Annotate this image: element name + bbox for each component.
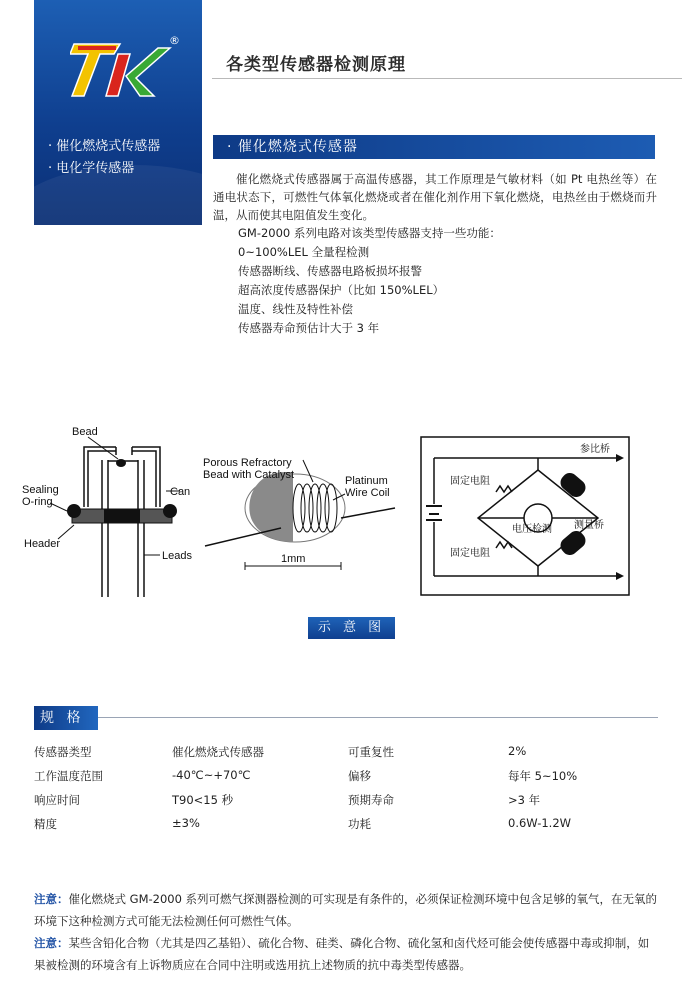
label-voltage-detect: 电压检测 (512, 524, 552, 535)
label-leads: Leads (162, 550, 192, 562)
sidebar-item-catalytic[interactable]: · 催化燃烧式传感器 (48, 139, 161, 154)
note-oxygen (34, 888, 659, 932)
note-text: 某些含铅化合物（尤其是四乙基铅）、硫化合物、硅类、磷化合物、硫化氢和卤代烃可能会使传感器中毒或抑制，如果被检测的环境含有上诉物质应在合同中注明或选用抗上述物质的抗中毒类型传感器。 (34, 936, 650, 972)
label-can: Can (170, 486, 191, 498)
spec-value: 2% (508, 744, 527, 758)
spec-value: T90<15 秒 (172, 793, 234, 807)
tk-logo-icon (70, 34, 180, 104)
spec-value: 催化燃烧式传感器 (172, 745, 264, 759)
note-label: 注意： (34, 892, 69, 906)
label-header: Header (24, 538, 61, 550)
label-scale: 1mm (281, 553, 306, 565)
feature-list (238, 224, 501, 338)
label-porous: Porous Refractory (203, 457, 292, 469)
spec-key: 响应时间 (34, 793, 80, 807)
note-text: 催化燃烧式 GM-2000 系列可燃气探测器检测的可实现是有条件的，必须保证检测环境中包含足够的氧气，在无氧的环境下这种检测方式可能无法检测任何可燃性气体。 (34, 892, 658, 928)
spec-value: ±3% (172, 816, 200, 830)
label-coil: Wire Coil (345, 487, 390, 499)
label-ref-bridge: 参比桥 (580, 444, 610, 455)
spec-key: 功耗 (348, 817, 371, 831)
figure-caption: 示 意 图 (308, 617, 395, 639)
spec-key: 偏移 (348, 769, 371, 783)
label-bead: Bead (72, 426, 98, 438)
label-catalyst: Bead with Catalyst (203, 469, 295, 481)
note-label: 注意： (34, 936, 69, 950)
feature-item: 传感器寿命预估计大于 3 年 (238, 321, 380, 335)
label-oring: O-ring (22, 496, 53, 508)
feature-item: 0~100%LEL 全量程检测 (238, 245, 370, 259)
spec-key: 传感器类型 (34, 745, 92, 759)
spec-value: 0.6W-1.2W (508, 816, 572, 830)
spec-key: 精度 (34, 817, 57, 831)
title-divider (212, 78, 682, 79)
spec-value: >3 年 (508, 793, 541, 807)
label-measure-bridge: 测量桥 (574, 520, 604, 531)
sidebar-item-electrochemical[interactable]: · 电化学传感器 (48, 161, 135, 176)
spec-value: -40℃~+70℃ (172, 768, 251, 782)
specs-heading: 规 格 (34, 706, 98, 730)
label-sealing: Sealing (22, 484, 59, 496)
feature-item: 传感器断线、传感器电路板损坏报警 (238, 264, 422, 278)
feature-item: 温度、线性及特性补偿 (238, 302, 353, 316)
spec-value: 每年 5~10% (508, 769, 578, 783)
label-platinum: Platinum (345, 475, 388, 487)
spec-key: 可重复性 (348, 745, 394, 759)
specs-divider (98, 717, 658, 718)
sensor-cross-section-diagram (20, 425, 210, 600)
principle-paragraph: 催化燃烧式传感器属于高温传感器，其工作原理是气敏材料（如 Pt 电热丝等）在通电状态下，可燃性气体氧化燃烧或者在催化剂作用下氧化燃烧，电热丝由于燃烧而升温，从而使其电阻值发生变化。 (213, 172, 657, 222)
brand-banner (34, 0, 202, 225)
notes-block (34, 888, 659, 976)
spec-key: 预期寿命 (348, 793, 394, 807)
bridge-circuit-diagram (420, 436, 630, 596)
feature-intro: GM-2000 系列电路对该类型传感器支持一些功能： (238, 226, 501, 240)
bead-detail-diagram (195, 450, 405, 575)
section-heading: · 催化燃烧式传感器 (213, 135, 655, 159)
label-fixed-resistor-top: 固定电阻 (450, 476, 490, 487)
spec-key: 工作温度范围 (34, 769, 103, 783)
feature-item: 超高浓度传感器保护（比如 150%LEL） (238, 283, 445, 297)
registered-mark: ® (169, 34, 180, 47)
note-poisoning (34, 932, 659, 976)
page-title: 各类型传感器检测原理 (226, 55, 406, 75)
sidebar-menu (48, 136, 160, 180)
label-fixed-resistor-bottom: 固定电阻 (450, 548, 490, 559)
